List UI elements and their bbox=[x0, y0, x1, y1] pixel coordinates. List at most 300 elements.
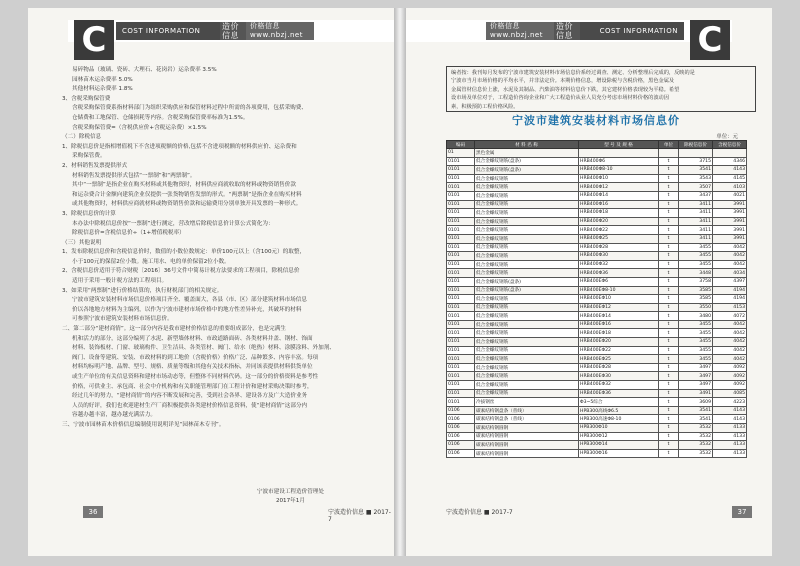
table-cell: t bbox=[659, 174, 679, 183]
table-cell: 低合金螺纹钢筋 bbox=[475, 389, 579, 398]
text-line: 3、含税采购保管费 bbox=[62, 95, 111, 102]
table-row bbox=[447, 252, 747, 261]
table-row bbox=[447, 200, 747, 209]
table-cell: 低合金螺纹钢筋(盘条) bbox=[475, 166, 579, 175]
table-cell: 低合金螺纹钢筋 bbox=[475, 183, 579, 192]
table-row bbox=[447, 355, 747, 364]
table-row bbox=[447, 243, 747, 252]
column-header: 材 料 名 称 bbox=[475, 141, 579, 149]
table-cell: HRB400EΦ20 bbox=[579, 338, 659, 347]
table-cell: 3541 bbox=[679, 166, 713, 175]
table-cell: t bbox=[659, 252, 679, 261]
table-cell: HRB400EΦ22 bbox=[579, 346, 659, 355]
table-cell: t bbox=[659, 389, 679, 398]
table-cell: 0101 bbox=[447, 381, 475, 390]
table-cell: 3991 bbox=[713, 209, 747, 218]
table-cell: 低合金螺纹钢筋 bbox=[475, 381, 579, 390]
table-cell: 4034 bbox=[713, 269, 747, 278]
table-cell: t bbox=[659, 372, 679, 381]
table-cell: 4042 bbox=[713, 355, 747, 364]
table-row bbox=[447, 432, 747, 441]
table-row bbox=[447, 303, 747, 312]
text-line: 二、第二部分“建材商情”。这一部分内容是我市建材价格信息的重要组成部分，也是完满生 bbox=[62, 326, 286, 333]
table-cell: 0101 bbox=[447, 329, 475, 338]
table-cell: 3437 bbox=[679, 191, 713, 200]
signature bbox=[257, 488, 324, 506]
table-cell: 低合金螺纹钢筋 bbox=[475, 174, 579, 183]
header-zaojia: 造价信息 bbox=[220, 22, 246, 40]
table-cell: 4092 bbox=[713, 372, 747, 381]
table-cell: 3550 bbox=[679, 303, 713, 312]
table-cell: 4042 bbox=[713, 338, 747, 347]
table-cell: 黑色金属 bbox=[475, 149, 579, 158]
table-cell: 3532 bbox=[679, 432, 713, 441]
text-line: 2、材料销售发票提供形式 bbox=[62, 162, 128, 169]
table-cell: 0101 bbox=[447, 312, 475, 321]
table-cell: 3532 bbox=[679, 441, 713, 450]
table-cell: 4092 bbox=[713, 363, 747, 372]
table-cell: 低合金螺纹钢筋 bbox=[475, 200, 579, 209]
text-line: 价格，可供业主、承包商、社会中介机构和有关职能管理部门在工程计价和建材采购决策时参考， bbox=[72, 383, 313, 390]
text-line: 价以各地地方材料为主编列，以作为宁波市建材市场价格中的地方性差异补充，其破坏的材料 bbox=[72, 306, 302, 313]
table-cell: 01 bbox=[447, 149, 475, 158]
table-cell: 碳素结构钢圆钢 bbox=[475, 432, 579, 441]
table-cell: t bbox=[659, 191, 679, 200]
table-cell: 低合金螺纹钢筋 bbox=[475, 217, 579, 226]
table-cell: t bbox=[659, 303, 679, 312]
table-cell: 0101 bbox=[447, 243, 475, 252]
table-cell: HRB400EΦ36 bbox=[579, 389, 659, 398]
note-line: 金属管材信息价上涨，水泥及其制品、汽柴油等材料信息价下跌，其它建材价格表现较为平稳。希望 bbox=[451, 86, 680, 93]
table-cell: 低合金螺纹钢筋 bbox=[475, 260, 579, 269]
table-cell: 低合金螺纹钢筋 bbox=[475, 355, 579, 364]
table-cell: 3991 bbox=[713, 217, 747, 226]
table-cell: 3491 bbox=[679, 389, 713, 398]
table-cell: t bbox=[659, 338, 679, 347]
table-cell: 0101 bbox=[447, 174, 475, 183]
text-line: 除税信息价=含税信息价÷（1+增值税税率） bbox=[72, 230, 185, 237]
text-line: 容越办越丰富，越办越充满活力。 bbox=[72, 412, 156, 419]
text-line: 或生产单位的有关信息资料和建材市场动态等，但整体不同材料代码。这一部分的价格资料是参考性 bbox=[72, 374, 319, 380]
price-table bbox=[446, 140, 747, 458]
table-row bbox=[447, 226, 747, 235]
note-line: 编者按：我刊每月发布的宁波市建筑安装材料市场信息价系经过调查、测定、分析整理后完成的，反映的是 bbox=[451, 70, 695, 76]
table-cell: 3532 bbox=[679, 424, 713, 433]
table-cell: 3455 bbox=[679, 338, 713, 347]
table-cell: 3455 bbox=[679, 329, 713, 338]
table-cell: 3411 bbox=[679, 200, 713, 209]
table-cell: 4072 bbox=[713, 312, 747, 321]
table-cell: HRB400Φ32 bbox=[579, 260, 659, 269]
text-line: 适用于采用一般计税方法的工程项目。 bbox=[72, 278, 168, 285]
table-cell: HRB400Φ16 bbox=[579, 200, 659, 209]
text-line: 仓储费和工地保管、仓储损耗等内容。含税采购保管费率标准为1.5%。 bbox=[72, 114, 249, 121]
table-cell: 低合金螺纹钢筋(盘条) bbox=[475, 157, 579, 166]
left-page bbox=[28, 8, 394, 556]
page-number: 36 bbox=[83, 506, 103, 518]
table-cell: HPB300Φ12 bbox=[579, 432, 659, 441]
table-cell: HRB400Φ12 bbox=[579, 183, 659, 192]
table-cell: 0101 bbox=[447, 389, 475, 398]
text-line: 园林苗木运杂费率 5.0% bbox=[72, 76, 133, 83]
header-zaojia: 造价信息 bbox=[554, 22, 580, 40]
page-number: 37 bbox=[732, 506, 752, 518]
unit-label: 单位：元 bbox=[716, 134, 738, 140]
table-cell: 碳素结构钢圆钢 bbox=[475, 449, 579, 458]
table-cell: 3448 bbox=[679, 269, 713, 278]
text-line: 机和活力的部分，这部分编列了水泥、新型墙体材料、市政道路面砖、各类材料井盖、钢材、饰面 bbox=[72, 335, 313, 342]
table-row bbox=[447, 174, 747, 183]
table-cell: 4042 bbox=[713, 329, 747, 338]
table-cell: 4103 bbox=[713, 183, 747, 192]
table-cell: 3585 bbox=[679, 286, 713, 295]
text-line: 其中“一票制”是指企业在购买材料或其他物资时，材料供应商就收取的材料或物资销售价款 bbox=[72, 182, 296, 189]
table-cell: 0101 bbox=[447, 260, 475, 269]
table-row bbox=[447, 183, 747, 192]
table-cell: HRB400Φ36 bbox=[579, 269, 659, 278]
table-cell: 0101 bbox=[447, 355, 475, 364]
c-logo: C bbox=[74, 20, 114, 60]
table-cell: t bbox=[659, 432, 679, 441]
table-cell: 4092 bbox=[713, 381, 747, 390]
table-cell: 3991 bbox=[713, 200, 747, 209]
table-cell: 0106 bbox=[447, 449, 475, 458]
table-cell: HPB300Φ16 bbox=[579, 449, 659, 458]
table-cell: 碳素结构钢盘条（普线） bbox=[475, 406, 579, 415]
table-row bbox=[447, 398, 747, 407]
column-header: 单位 bbox=[659, 141, 679, 149]
table-cell: 低合金螺纹钢筋 bbox=[475, 363, 579, 372]
table-cell: 3455 bbox=[679, 243, 713, 252]
table-cell: 3455 bbox=[679, 252, 713, 261]
table-cell: 4145 bbox=[713, 174, 747, 183]
table-cell: 低合金螺纹钢筋(盘条) bbox=[475, 277, 579, 286]
table-cell: t bbox=[659, 286, 679, 295]
signature-date: 2017年1月 bbox=[275, 498, 305, 504]
text-line: 三、宁波市园林苗木价格信息编制使用说明详见“园林苗木专刊”。 bbox=[62, 421, 225, 428]
table-cell: 低合金螺纹钢筋 bbox=[475, 346, 579, 355]
table-cell: t bbox=[659, 209, 679, 218]
table-row bbox=[447, 166, 747, 175]
table-cell: 4223 bbox=[713, 398, 747, 407]
header-web: 价格信息 www.nbzj.net bbox=[246, 22, 314, 40]
table-cell: 低合金螺纹钢筋 bbox=[475, 320, 579, 329]
table-cell: 4133 bbox=[713, 432, 747, 441]
table-cell: 0101 bbox=[447, 372, 475, 381]
table-cell: 0101 bbox=[447, 252, 475, 261]
table-row bbox=[447, 320, 747, 329]
table-row bbox=[447, 424, 747, 433]
table-cell: t bbox=[659, 398, 679, 407]
table-row bbox=[447, 389, 747, 398]
table-cell: HRB400EΦ18 bbox=[579, 329, 659, 338]
table-cell: 3585 bbox=[679, 295, 713, 304]
table-cell: t bbox=[659, 183, 679, 192]
text-line: 或其他物资时，材料供应商就材料或物资销售价款和运输费用分别单独开具发票的一种形式。 bbox=[72, 201, 302, 208]
table-cell: 4346 bbox=[713, 157, 747, 166]
right-page bbox=[406, 8, 772, 556]
table-cell: 0101 bbox=[447, 234, 475, 243]
table-row bbox=[447, 415, 747, 424]
table-cell: HRB400Φ6 bbox=[579, 157, 659, 166]
table-cell: t bbox=[659, 424, 679, 433]
table-cell: 低合金螺纹钢筋 bbox=[475, 234, 579, 243]
table-cell: 0101 bbox=[447, 320, 475, 329]
table-cell: 4085 bbox=[713, 389, 747, 398]
table-cell: 3715 bbox=[679, 157, 713, 166]
table-cell: 低合金螺纹钢筋 bbox=[475, 312, 579, 321]
note-line: 设市场及单位对于，工程造价咨询企业和广大工程造价从业人员充分考虑市场材料价格的波动因 bbox=[451, 95, 669, 102]
table-cell: HPB300高线Φ6.5 bbox=[579, 406, 659, 415]
table-cell: t bbox=[659, 363, 679, 372]
table-cell: 低合金螺纹钢筋 bbox=[475, 372, 579, 381]
table-cell: t bbox=[659, 312, 679, 321]
text-line: 含税采购保管费系指材料部门为组织采购供应和保管材料过程中所需的各项费用，包括采购费、 bbox=[72, 105, 307, 112]
table-cell: t bbox=[659, 166, 679, 175]
table-cell: 4021 bbox=[713, 191, 747, 200]
table-cell: 3991 bbox=[713, 226, 747, 235]
table-cell: HPB300Φ10 bbox=[579, 424, 659, 433]
table-cell: 0101 bbox=[447, 346, 475, 355]
table-cell: 3455 bbox=[679, 355, 713, 364]
table-cell: t bbox=[659, 269, 679, 278]
table-row bbox=[447, 346, 747, 355]
text-line: 含税采购保管费=（含税供应价+含税运杂费）×1.5% bbox=[72, 124, 207, 131]
table-cell: HRB400Φ18 bbox=[579, 209, 659, 218]
table-cell: 0101 bbox=[447, 200, 475, 209]
table-cell: t bbox=[659, 277, 679, 286]
text-line: 经过几年的努力，“建材商情”的内容不断发展和完善，受到社会各界、建设各方及广大造价业务 bbox=[72, 393, 308, 400]
table-cell: 4042 bbox=[713, 243, 747, 252]
table-cell: HPB300高速Φ8-10 bbox=[579, 415, 659, 424]
table-cell: HRB400EΦ25 bbox=[579, 355, 659, 364]
text-line: 易碎物品（玻璃、瓷砖、大理石、花岗岩）运杂费率 3.5% bbox=[72, 67, 217, 73]
table-cell: 3455 bbox=[679, 260, 713, 269]
table-row bbox=[447, 372, 747, 381]
table-cell: 4194 bbox=[713, 295, 747, 304]
table-cell: 4042 bbox=[713, 260, 747, 269]
text-line: 材料、装饰板材、门窗、玻璃构件、卫生洁具、各类管材、阀门、给水（绝热）材料、涂膜涂料、外加剂、 bbox=[72, 345, 335, 352]
table-cell: 低合金螺纹钢筋 bbox=[475, 226, 579, 235]
table-cell: 3455 bbox=[679, 320, 713, 329]
table-cell: 3991 bbox=[713, 234, 747, 243]
text-line: 材料均标明产地、品牌、型号、规格、质量等级和其他有关技术指标，并同该表提供材料供货单位 bbox=[72, 364, 313, 371]
table-cell: 4153 bbox=[713, 303, 747, 312]
table-row bbox=[447, 449, 747, 458]
table-cell: 0101 bbox=[447, 226, 475, 235]
table-cell: t bbox=[659, 234, 679, 243]
table-cell: 4143 bbox=[713, 415, 747, 424]
table-row bbox=[447, 363, 747, 372]
table-cell: 0101 bbox=[447, 303, 475, 312]
table-cell: t bbox=[659, 226, 679, 235]
table-cell: t bbox=[659, 157, 679, 166]
table-cell: Φ3~5综合 bbox=[579, 398, 659, 407]
book-spine bbox=[394, 8, 406, 556]
text-line: 1、发布除税信息价和含税信息价时，数值的小数位数规定：单价100元以上（含100元）的取整， bbox=[62, 249, 306, 256]
body-text bbox=[62, 66, 380, 431]
table-row bbox=[447, 286, 747, 295]
table-cell: 0101 bbox=[447, 363, 475, 372]
table-cell: 3541 bbox=[679, 415, 713, 424]
table-cell: 0101 bbox=[447, 183, 475, 192]
table-cell: 3507 bbox=[679, 183, 713, 192]
table-row bbox=[447, 295, 747, 304]
table-cell: 0106 bbox=[447, 432, 475, 441]
table-cell: HRB400EΦ14 bbox=[579, 312, 659, 321]
text-line: 小于100元的保留2位小数。施工用水、电的单价保留2位小数。 bbox=[72, 258, 230, 265]
text-line: 可参照宁波市建筑安装材料市场信息价。 bbox=[72, 316, 173, 323]
table-row bbox=[447, 329, 747, 338]
table-cell: 3543 bbox=[679, 174, 713, 183]
table-cell: 3497 bbox=[679, 363, 713, 372]
text-line: 其他材料运杂费率 1.8% bbox=[72, 86, 133, 93]
signature-org: 宁波市建设工程造价管理处 bbox=[256, 489, 324, 495]
column-header: 除税信息价 bbox=[679, 141, 713, 149]
table-cell: t bbox=[659, 381, 679, 390]
table-cell: HRB400Φ30 bbox=[579, 252, 659, 261]
text-line: 人员的好评，我们也欢迎建材生产厂商积极提供各类建材价格信息资料，使“建材商情”这部分内 bbox=[72, 402, 308, 409]
table-cell: 低合金螺纹钢筋 bbox=[475, 209, 579, 218]
table-cell: 3497 bbox=[679, 372, 713, 381]
table-cell: HRB400EΦ32 bbox=[579, 381, 659, 390]
table-cell: 3411 bbox=[679, 209, 713, 218]
table-cell bbox=[659, 149, 679, 158]
table-cell: 0106 bbox=[447, 415, 475, 424]
table-cell: 3497 bbox=[679, 381, 713, 390]
table-cell: 碳素结构钢圆钢 bbox=[475, 424, 579, 433]
table-cell: HRB400EΦ30 bbox=[579, 372, 659, 381]
table-cell: 0101 bbox=[447, 286, 475, 295]
column-header: 型 号 及 规 格 bbox=[579, 141, 659, 149]
text-line: 采购保管费。 bbox=[72, 153, 106, 160]
table-cell: 0101 bbox=[447, 166, 475, 175]
table-cell: 3455 bbox=[679, 346, 713, 355]
table-cell bbox=[679, 149, 713, 158]
c-logo: C bbox=[690, 20, 730, 60]
table-body bbox=[447, 149, 747, 458]
table-row bbox=[447, 191, 747, 200]
table-cell bbox=[579, 149, 659, 158]
table-cell: 低合金螺纹钢筋 bbox=[475, 338, 579, 347]
table-cell: HRB400EΦ8-10 bbox=[579, 286, 659, 295]
table-cell: t bbox=[659, 320, 679, 329]
table-cell: 0101 bbox=[447, 191, 475, 200]
table-row bbox=[447, 312, 747, 321]
table-cell: 低合金螺纹钢筋 bbox=[475, 252, 579, 261]
table-cell: 4042 bbox=[713, 252, 747, 261]
table-cell: 3532 bbox=[679, 449, 713, 458]
table-cell: t bbox=[659, 346, 679, 355]
table-cell: HRB400EΦ28 bbox=[579, 363, 659, 372]
table-cell: 碳素结构钢圆钢 bbox=[475, 441, 579, 450]
table-row bbox=[447, 260, 747, 269]
table-cell: 4397 bbox=[713, 277, 747, 286]
table-cell: 低合金螺纹钢筋 bbox=[475, 191, 579, 200]
header-brand: COST INFORMATION bbox=[116, 22, 228, 40]
table-cell: 4143 bbox=[713, 166, 747, 175]
table-cell: HRB400EΦ12 bbox=[579, 303, 659, 312]
table-cell: t bbox=[659, 329, 679, 338]
table-row bbox=[447, 234, 747, 243]
table-row bbox=[447, 209, 747, 218]
table-cell: HRB400Φ8-10 bbox=[579, 166, 659, 175]
text-line: 2、含税信息价适用于符合财税〔2016〕36号文件中简易计税方法要求的工程项目，除税信息价 bbox=[62, 268, 300, 275]
text-line: （二）除税信息 bbox=[62, 134, 102, 141]
table-cell: 4042 bbox=[713, 346, 747, 355]
table-cell: t bbox=[659, 441, 679, 450]
table-cell: 碳素结构钢盘条（普线） bbox=[475, 415, 579, 424]
header-web: 价格信息 www.nbzj.net bbox=[486, 22, 554, 40]
table-cell: 4194 bbox=[713, 286, 747, 295]
table-row bbox=[447, 217, 747, 226]
text-line: 本办法中除税信息价按“一票制”进行测定，营改增后除税信息价计算公式简化为： bbox=[72, 220, 274, 227]
table-cell: HRB400Φ22 bbox=[579, 226, 659, 235]
note-line: 宁波市当月市场价格的平均水平，并非法定价。本期价格信息，增设除税与含税价格，黑色金属及 bbox=[451, 78, 675, 85]
table-cell: 4133 bbox=[713, 449, 747, 458]
table-cell: 低合金螺纹钢筋 bbox=[475, 269, 579, 278]
table-cell: HRB400EΦ16 bbox=[579, 320, 659, 329]
table-cell: 冷拔钢丝 bbox=[475, 398, 579, 407]
table-cell: 3480 bbox=[679, 312, 713, 321]
text-line: （三）其他说明 bbox=[62, 239, 102, 246]
table-cell: t bbox=[659, 295, 679, 304]
table-cell: 0106 bbox=[447, 424, 475, 433]
header-brand: COST INFORMATION bbox=[572, 22, 684, 40]
table-title: 宁波市建筑安装材料市场信息价 bbox=[512, 114, 680, 127]
table-cell: 0101 bbox=[447, 398, 475, 407]
table-cell: 0101 bbox=[447, 217, 475, 226]
table-row bbox=[447, 157, 747, 166]
footer-text: 宁波造价信息 ■ 2017-7 bbox=[446, 509, 513, 516]
table-row bbox=[447, 338, 747, 347]
note-line: 素，积极预防工程价格风险。 bbox=[451, 103, 519, 110]
table-cell: t bbox=[659, 260, 679, 269]
table-cell: 3609 bbox=[679, 398, 713, 407]
table-cell: t bbox=[659, 415, 679, 424]
table-cell bbox=[713, 149, 747, 158]
text-line: 材料销售发票提供形式包括“一票制”和“两票制”。 bbox=[72, 172, 196, 179]
table-header-row bbox=[447, 141, 747, 149]
table-cell: 0101 bbox=[447, 157, 475, 166]
column-header: 编码 bbox=[447, 141, 475, 149]
table-cell: HRB400EΦ10 bbox=[579, 295, 659, 304]
text-line: 阀门、设备等建筑、安装、市政材料的到工地价（含税价格）价格广泛、品种繁多、内容丰富。每项 bbox=[72, 354, 319, 361]
table-cell: 3758 bbox=[679, 277, 713, 286]
table-row bbox=[447, 269, 747, 278]
table-cell: 0106 bbox=[447, 441, 475, 450]
table-cell: HRB400Φ10 bbox=[579, 174, 659, 183]
table-cell: HRB400Φ14 bbox=[579, 191, 659, 200]
table-cell: 4042 bbox=[713, 320, 747, 329]
table-cell: 低合金螺纹钢筋 bbox=[475, 295, 579, 304]
table-cell: 0106 bbox=[447, 406, 475, 415]
table-cell: 3411 bbox=[679, 234, 713, 243]
text-line: 宁波市建筑安装材料市场信息价格项目齐全、覆盖面大，各县（市、区）部分建筑材料市场信息 bbox=[72, 297, 307, 304]
table-cell: HRB400Φ28 bbox=[579, 243, 659, 252]
table-cell: 0101 bbox=[447, 269, 475, 278]
table-cell: 4133 bbox=[713, 441, 747, 450]
text-line: 和运杂费合计金额向建筑企业仅提供一张货物销售发票的形式。“两票制”是指企业在购买材料 bbox=[72, 191, 302, 198]
text-line: 3、如采用“两票制”进行价格结算的，执行财税部门的相关规定。 bbox=[62, 287, 223, 294]
table-cell: t bbox=[659, 243, 679, 252]
table-cell: HRB400Φ25 bbox=[579, 234, 659, 243]
table-cell: 0101 bbox=[447, 277, 475, 286]
table-cell: 3411 bbox=[679, 226, 713, 235]
table-cell: 低合金螺纹钢筋 bbox=[475, 303, 579, 312]
text-line: 1、除税信息价是指相增值税下不含进项税额的价格,包括不含进项税额的材料供应价、运杂费和 bbox=[62, 143, 297, 150]
table-cell: 低合金螺纹钢筋 bbox=[475, 329, 579, 338]
